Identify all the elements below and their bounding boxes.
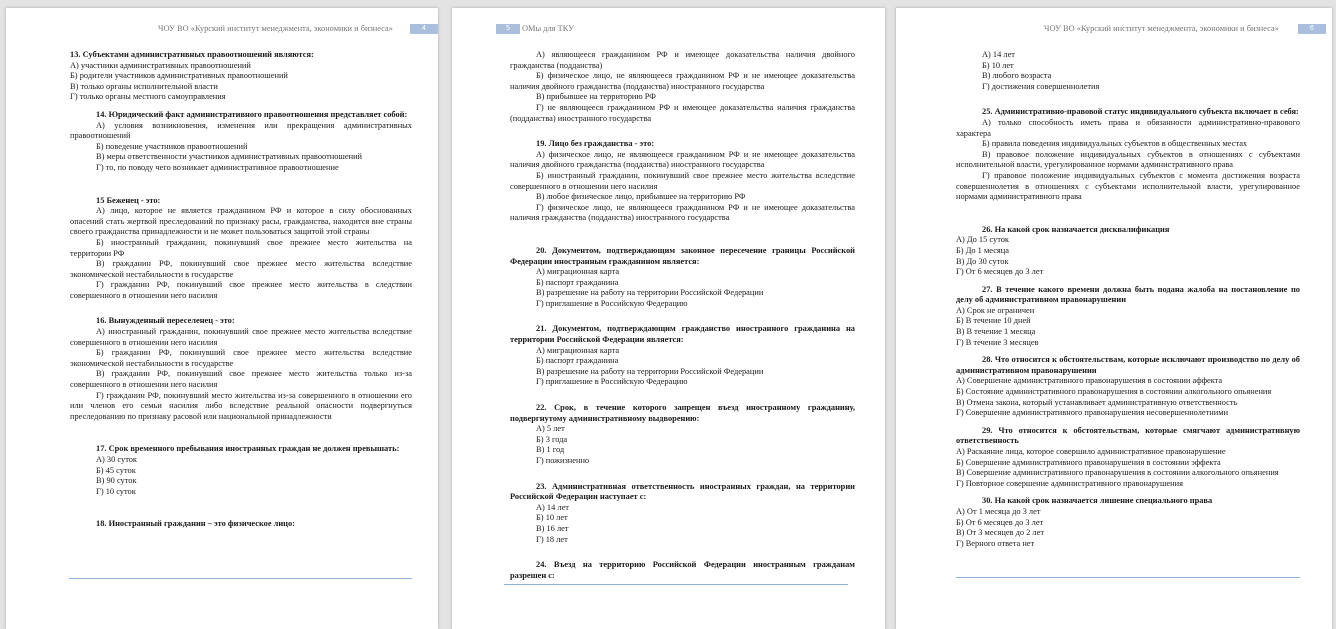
answer-option: Г) В течение 3 месяцев — [956, 337, 1039, 347]
question-title: 14. Юридический факт административного правоотношения представляет собой: — [96, 109, 408, 119]
question-title: 19. Лицо без гражданства - это: — [536, 139, 655, 149]
answer-option: Б) Совершение административного правонарушения в состоянии эффекта — [956, 457, 1221, 467]
answer-option: Г) правовое положение индивидуальных субъектов с момента достижения возраста совершеннолетия в отношениях с субъектами исполнительной власти, урегулированное нормами административного права — [956, 170, 1300, 202]
footer-line — [69, 578, 412, 579]
answer-option: Г) гражданин РФ, покинувший свое прежнее место жительства в следствии совершенного в отношении него насилия — [70, 280, 412, 300]
answer-option: Б) 45 суток — [96, 465, 136, 475]
answer-option: В) разрешение на работу на территории Российской Федерации — [536, 288, 764, 298]
answer-option: А) 30 суток — [96, 455, 137, 464]
answer-option: Б) иностранный гражданин, покинувший свое прежнее место жительства на территории РФ — [70, 237, 412, 258]
answer-option: Б) паспорт гражданина — [536, 277, 619, 287]
answer-option: Г) Совершение административного правонарушения несовершеннолетними — [956, 408, 1229, 418]
document-page-5 — [452, 8, 885, 629]
question-title: 30. На какой срок назначается лишение специального права — [982, 496, 1213, 506]
answer-option: В) Совершение административного правонарушения в состоянии алкогольного опьянения — [956, 468, 1279, 478]
question-title: 28. Что относится к обстоятельствам, которые исключают производство по делу об административном правонарушении — [956, 355, 1300, 375]
answer-option: Г) достижения совершеннолетия — [982, 81, 1100, 91]
answer-option: В) правовое положение индивидуальных субъектов в отношениях с субъектами исполнительной власти, урегулированное нормами административного права — [956, 149, 1300, 170]
answer-option: Г) гражданин РФ, покинувший место жительства из-за совершенного в отношении его или членов его семьи насилия либо вследствие реальной опасности подвергнуться преследованию по признаку расовой или национальной принадлежности — [70, 390, 412, 421]
answer-option: А) 5 лет — [536, 424, 565, 434]
answer-option: Б) физическое лицо, не являющееся гражданином РФ и не имеющее доказательства наличия двойного гражданства (подданства) иностранного государства — [510, 71, 855, 91]
page-header: ЧОУ ВО «Курский институт менеджмента, экономики и бизнеса» — [158, 24, 393, 33]
answer-option: А) До 15 суток — [956, 235, 1009, 245]
answer-option: Г) 10 суток — [96, 486, 136, 496]
answer-option: Г) приглашение в Российскую Федерацию — [536, 298, 688, 308]
document-page-4 — [6, 8, 438, 629]
question-title: 21. Документом, подтверждающим гражданство иностранного гражданина на территории Российской Федерации является: — [510, 324, 855, 345]
document-page-6 — [896, 8, 1332, 629]
answer-option: А) миграционная карта — [536, 267, 620, 277]
answer-option: А) физическое лицо, не являющееся гражданином РФ и не имеющее доказательства наличия двойного гражданства (подданства) иностранного государства — [510, 149, 855, 170]
answer-option: В) В течение 1 месяца — [956, 327, 1036, 337]
question-title: 27. В течение какого времени должна быть подана жалоба на постановление по делу об административном правонарушении — [956, 284, 1300, 305]
answer-option: Б) паспорт гражданина — [536, 356, 619, 366]
question-title: 13. Субъектами административных правоотношений являются: — [70, 50, 314, 59]
answer-option: В) 1 год — [536, 445, 565, 455]
answer-option: В) 16 лет — [536, 523, 569, 533]
answer-option: Г) физическое лицо, не являющееся гражданином РФ и не имеющее доказательства наличия гражданства (подданства) иностранного государства — [510, 202, 855, 223]
footer-line — [956, 577, 1300, 578]
answer-option: В) меры ответственности участников административных правоотношений — [96, 152, 363, 162]
answer-option: Г) Верного ответа нет — [956, 538, 1035, 548]
answer-option: В) любое физическое лицо, прибывшее на территорию РФ — [536, 192, 746, 202]
answer-option: Г) то, по поводу чего возникает административное правоотношение — [96, 162, 339, 172]
answer-option: Г) пожизненно — [536, 456, 590, 465]
question-title: 18. Иностранный гражданин – это физическое лицо: — [96, 519, 295, 529]
question-title: 26. На какой срок назначается дисквалификация — [982, 224, 1170, 234]
question-title: 25. Административно-правовой статус индивидуального субъекта включает в себя: — [982, 107, 1299, 117]
answer-option: В) прибывшее на территорию РФ — [536, 92, 656, 102]
answer-option: А) иностранный гражданин, покинувший свое прежнее место жительства вследствие совершенного в отношении него насилия — [70, 327, 412, 347]
page-body — [956, 50, 1300, 549]
answer-option: В) Отмена закона, который устанавливает административную ответственность — [956, 397, 1238, 407]
footer-line — [504, 584, 848, 585]
answer-option: В) гражданин РФ, покинувший свое прежнее место жительства вследствие экономической нестабильности в государстве — [70, 259, 412, 279]
question-title: 22. Срок, в течение которого запрещен въезд иностранному гражданину, подвергнутому административному выдворению: — [510, 403, 855, 423]
answer-option: А) 14 лет — [982, 50, 1015, 59]
question-title: 17. Срок временного пребывания иностранных граждан не должен превышать: — [96, 444, 400, 454]
answer-option: Б) 10 лет — [536, 513, 568, 523]
answer-option: Б) 10 лет — [982, 60, 1014, 70]
answer-option: Б) В течение 10 дней — [956, 316, 1031, 326]
page-body — [510, 50, 855, 581]
answer-option: В) До 30 суток — [956, 256, 1009, 266]
answer-option: В) разрешение на работу на территории Российской Федерации — [536, 366, 764, 376]
page-header: ОМы для ТКУ — [522, 24, 575, 33]
page-number: 5 — [496, 24, 520, 34]
answer-option: Б) гражданин РФ, покинувший свое прежнее место жительства вследствие экономической нестабильности в государстве — [70, 348, 412, 368]
answer-option: Г) От 6 месяцев до 3 лет — [956, 267, 1044, 277]
answer-option: Г) приглашение в Российскую Федерацию — [536, 377, 688, 387]
answer-option: А) миграционная карта — [536, 345, 620, 355]
answer-option: Б) 3 года — [536, 434, 568, 444]
page-number: 6 — [1298, 24, 1326, 34]
answer-option: А) являющееся гражданином РФ и имеющее доказательства наличия двойного гражданства (подданства) — [510, 50, 855, 70]
answer-option: А) лицо, которое не является гражданином РФ и которое в силу обоснованных опасений стать жертвой преследований по признаку расы, гражданства, находится вне страны своего гражданства принадлежности и не может пользоваться защитой этой страны — [70, 206, 412, 237]
answer-option: А) Раскаяние лица, которое совершило административное правонарушение — [956, 447, 1226, 456]
page-number: 4 — [410, 24, 438, 34]
answer-option: В) 90 суток — [96, 476, 137, 486]
answer-option: А) 14 лет — [536, 502, 569, 512]
answer-option: Б) От 6 месяцев до 3 лет — [956, 517, 1044, 527]
page-body — [70, 50, 412, 530]
answer-option: Б) родители участников административных правоотношений — [70, 71, 288, 81]
answer-option: Г) 18 лет — [536, 534, 568, 544]
answer-option: А) Совершение административного правонарушения в состоянии аффекта — [956, 376, 1223, 386]
answer-option: В) любого возраста — [982, 71, 1052, 81]
answer-option: А) участники административных правоотношений — [70, 60, 251, 70]
answer-option: Б) поведение участников правоотношений — [96, 141, 248, 151]
question-title: 23. Административная ответственность иностранных граждан, на территории Российской Федерации наступает с: — [510, 481, 855, 502]
answer-option: В) только органы исполнительной власти — [70, 81, 218, 91]
question-title: 29. Что относится к обстоятельствам, которые смягчают административную ответственность — [956, 425, 1300, 446]
answer-option: Б) иностранный гражданин, покинувший свое прежнее место жительства вследствие совершенного в отношении него насилия — [510, 170, 855, 191]
answer-option: А) условия возникновения, изменения или прекращения административных правоотношений — [70, 120, 412, 141]
question-title: 24. Въезд на территорию Российской Федерации иностранным гражданам разрешен с: — [510, 560, 855, 580]
answer-option: В) От 3 месяцев до 2 лет — [956, 528, 1044, 538]
page-header: ЧОУ ВО «Курский институт менеджмента, экономики и бизнеса» — [1044, 24, 1279, 33]
question-title: 16. Вынужденный переселенец - это: — [96, 316, 235, 326]
answer-option: Б) До 1 месяца — [956, 245, 1009, 255]
answer-option: Б) правила поведения индивидуальных субъектов в общественных местах — [982, 139, 1248, 149]
question-title: 15 Беженец - это: — [96, 195, 161, 205]
question-title: 20. Документом, подтверждающим законное пересечение границы Российской Федерации иностранным гражданином является: — [510, 245, 855, 266]
answer-option: Г) только органы местного самоуправления — [70, 92, 226, 102]
answer-option: Б) Состояние административного правонарушения в состоянии алкогольного опьянения — [956, 387, 1272, 397]
answer-option: А) Срок не ограничен — [956, 305, 1035, 315]
answer-option: А) От 1 месяца до 3 лет — [956, 506, 1041, 516]
answer-option: В) гражданин РФ, покинувший свое прежнее место жительства только из-за совершенного в отношении него насилия — [70, 369, 412, 390]
answer-option: Г) не являющееся гражданином РФ и имеющее доказательства наличия гражданства (подданства) иностранного государства — [510, 102, 855, 123]
answer-option: Г) Повторное совершение административного правонарушения — [956, 478, 1183, 488]
answer-option: А) только способность иметь права и обязанности административно-правового характера — [956, 117, 1300, 138]
